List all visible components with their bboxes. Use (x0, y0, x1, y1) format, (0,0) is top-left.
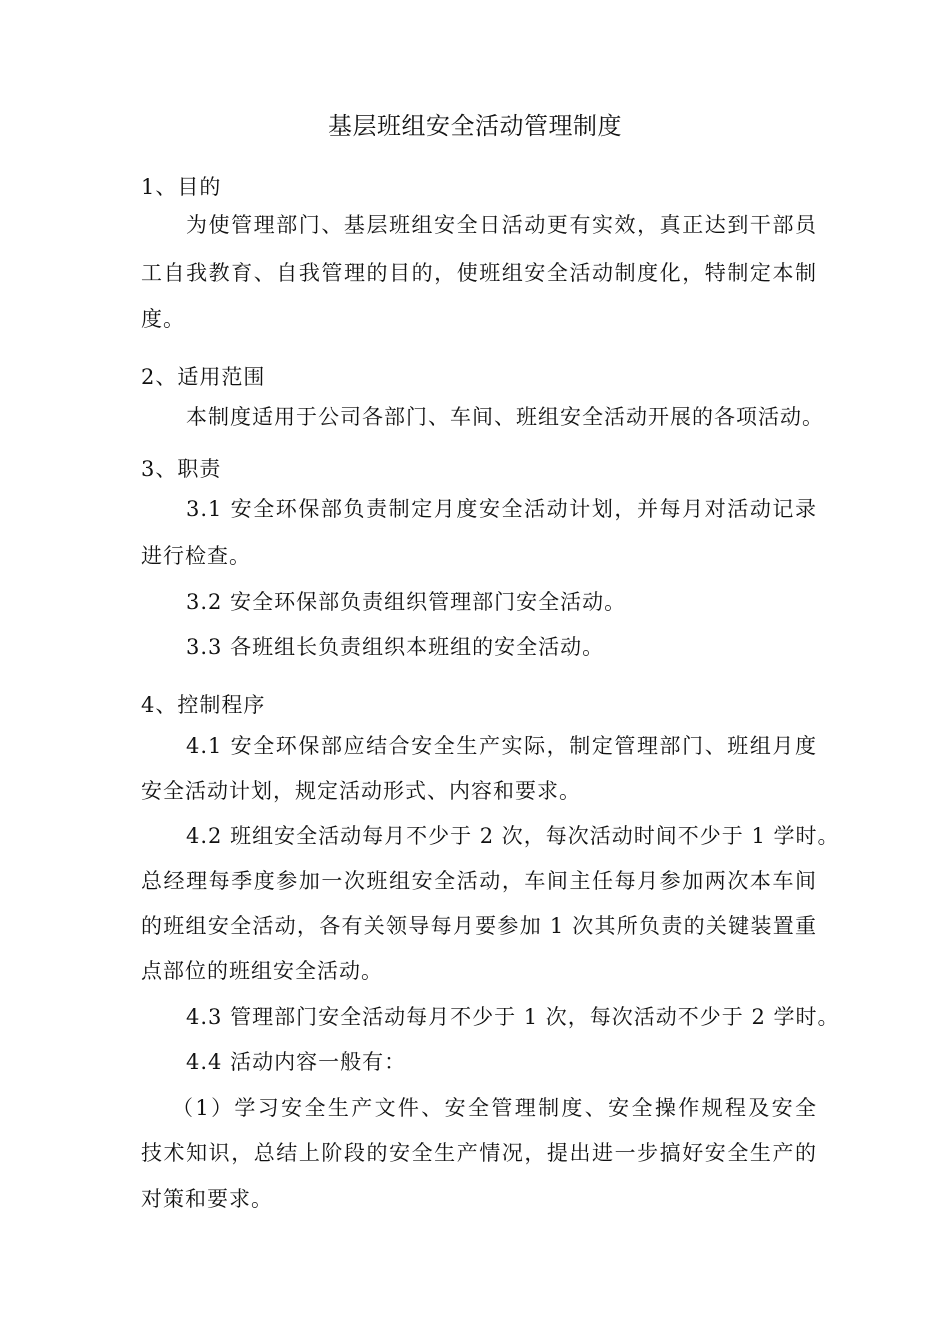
section-heading-duties: 3、职责 (141, 457, 222, 481)
paragraph-line: 本制度适用于公司各部门、车间、班组安全活动开展的各项活动。 (186, 405, 824, 429)
paragraph-line: 3.3 各班组长负责组织本班组的安全活动。 (186, 635, 605, 659)
section-heading-scope: 2、适用范围 (141, 365, 266, 389)
paragraph-line: 技术知识，总结上阶段的安全生产情况，提出进一步搞好安全生产的 (141, 1141, 817, 1165)
paragraph-line: 对策和要求。 (141, 1187, 273, 1211)
paragraph-line: 3.1 安全环保部负责制定月度安全活动计划，并每月对活动记录 (186, 497, 817, 521)
document-title: 基层班组安全活动管理制度 (328, 112, 622, 140)
paragraph-line: 为使管理部门、基层班组安全日活动更有实效，真正达到干部员 (186, 213, 817, 237)
paragraph-line: 进行检查。 (141, 544, 251, 568)
paragraph-line: （1）学习安全生产文件、安全管理制度、安全操作规程及安全 (172, 1096, 817, 1120)
paragraph-line: 4.1 安全环保部应结合安全生产实际，制定管理部门、班组月度 (186, 734, 817, 758)
paragraph-line: 安全活动计划，规定活动形式、内容和要求。 (141, 779, 581, 803)
paragraph-line: 度。 (141, 307, 185, 331)
paragraph-line: 点部位的班组安全活动。 (141, 959, 383, 983)
paragraph-line: 4.4 活动内容一般有： (186, 1050, 407, 1074)
section-heading-purpose: 1、目的 (141, 175, 222, 199)
paragraph-line: 工自我教育、自我管理的目的，使班组安全活动制度化，特制定本制 (141, 261, 817, 285)
paragraph-line: 的班组安全活动，各有关领导每月要参加 1 次其所负责的关键装置重 (141, 914, 817, 938)
section-heading-procedure: 4、控制程序 (141, 693, 266, 717)
paragraph-line: 总经理每季度参加一次班组安全活动，车间主任每月参加两次本车间 (141, 869, 817, 893)
paragraph-line: 4.3 管理部门安全活动每月不少于 1 次，每次活动不少于 2 学时。 (186, 1005, 840, 1029)
paragraph-line: 4.2 班组安全活动每月不少于 2 次，每次活动时间不少于 1 学时。 (186, 824, 840, 848)
paragraph-line: 3.2 安全环保部负责组织管理部门安全活动。 (186, 590, 627, 614)
